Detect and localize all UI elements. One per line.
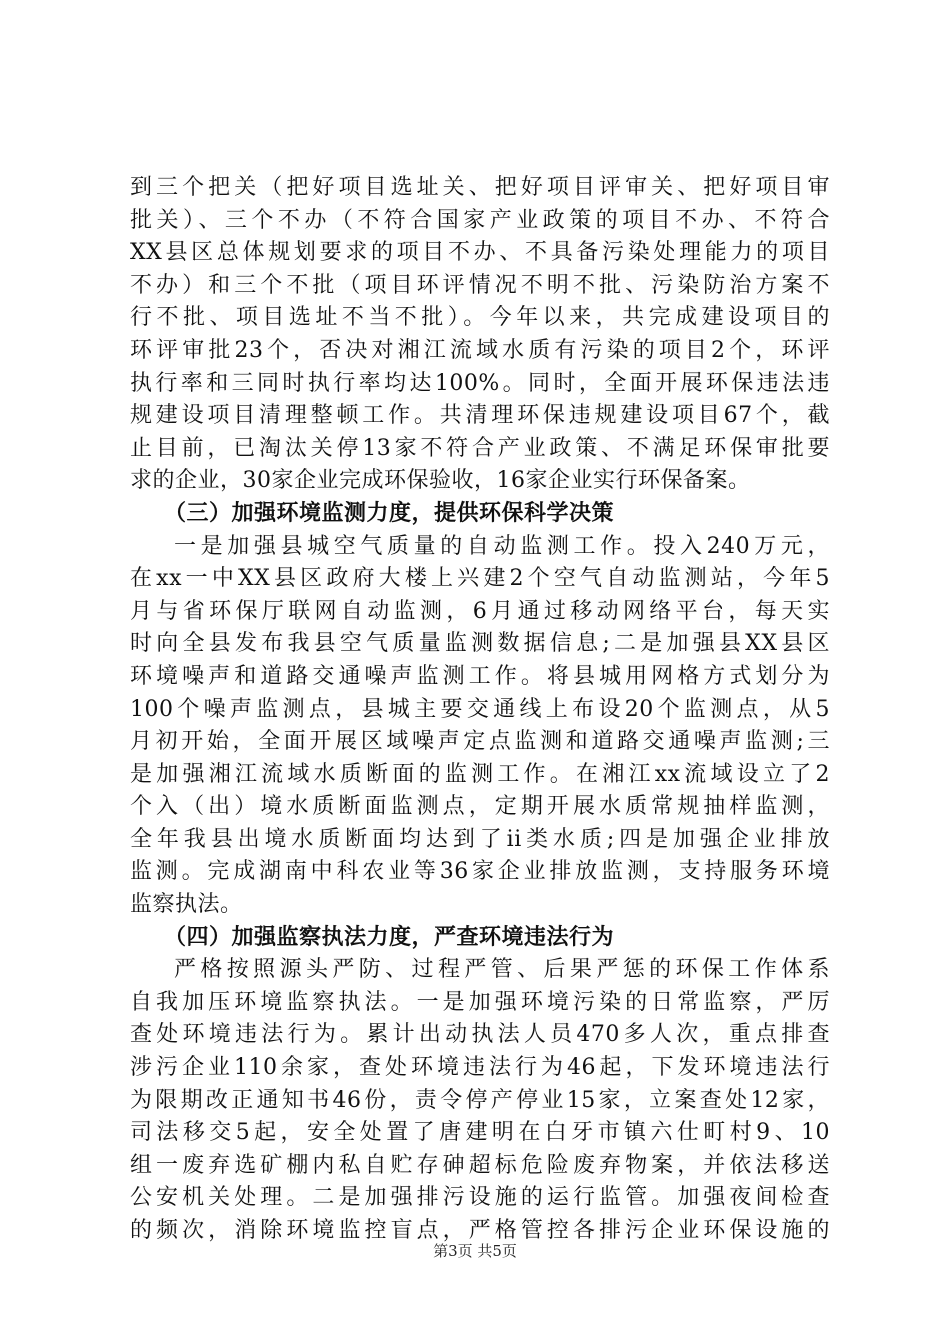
text-line: 组一废弃选矿棚内私自贮存砷超标危险废弃物案，并依法移送 [130, 1152, 830, 1178]
text-line: 涉污企业110余家，查处环境违法行为46起，下发环境违法行 [130, 1055, 830, 1081]
text-line: 环境噪声和道路交通噪声监测工作。将县城用网格方式划分为 [130, 663, 830, 689]
text-line: 时向全县发布我县空气质量监测数据信息;二是加强县XX县区 [130, 631, 830, 657]
document-body [130, 172, 830, 1248]
section-heading: （三）加强环境监测力度，提供环保科学决策 [164, 500, 615, 526]
text-line: 查处环境违法行为。累计出动执法人员470多人次，重点排查 [130, 1022, 830, 1048]
text-line: 监测。完成湖南中科农业等36家企业排放监测，支持服务环境 [130, 859, 830, 885]
text-line: 一是加强县城空气质量的自动监测工作。投入240万元， [174, 533, 830, 559]
text-line: 不办）和三个不批（项目环评情况不明不批、污染防治方案不 [130, 272, 830, 298]
text-line: 行不批、项目选址不当不批）。今年以来，共完成建设项目的 [130, 305, 830, 331]
text-line: 环评审批23个，否决对湘江流域水质有污染的项目2个，环评 [130, 337, 830, 363]
text-line: 批关）、三个不办（不符合国家产业政策的项目不办、不符合 [130, 207, 830, 233]
text-line: 自我加压环境监察执法。一是加强环境污染的日常监察，严厉 [130, 989, 830, 1015]
text-line: 在xx一中XX县区政府大楼上兴建2个空气自动监测站，今年5 [130, 566, 830, 592]
text-line: 个入（出）境水质断面监测点，定期开展水质常规抽样监测， [130, 794, 830, 820]
text-line: 监察执法。 [130, 892, 243, 918]
text-line: 止目前，已淘汰关停13家不符合产业政策、不满足环保审批要 [130, 435, 830, 461]
text-line: 规建设项目清理整顿工作。共清理环保违规建设项目67个，截 [130, 403, 830, 429]
text-line: 全年我县出境水质断面均达到了ii类水质;四是加强企业排放 [130, 826, 830, 852]
text-line: 月初开始，全面开展区域噪声定点监测和道路交通噪声监测;三 [130, 729, 830, 755]
text-line: 的频次，消除环境监控盲点，严格管控各排污企业环保设施的 [130, 1218, 830, 1243]
text-line: 到三个把关（把好项目选址关、把好项目评审关、把好项目审 [130, 175, 830, 200]
text-line: 严格按照源头严防、过程严管、后果严惩的环保工作体系 [174, 957, 830, 983]
section-heading: （四）加强监察执法力度，严查环境违法行为 [164, 924, 615, 950]
text-line: 公安机关处理。二是加强排污设施的运行监管。加强夜间检查 [130, 1185, 830, 1211]
text-line: 是加强湘江流域水质断面的监测工作。在湘江xx流域设立了2 [130, 761, 830, 787]
text-line: 执行率和三同时执行率均达100%。同时，全面开展环保违法违 [130, 370, 830, 396]
text-line: XX县区总体规划要求的项目不办、不具备污染处理能力的项目 [130, 240, 830, 266]
text-line: 月与省环保厅联网自动监测，6月通过移动网络平台，每天实 [130, 598, 830, 624]
text-line: 求的企业，30家企业完成环保验收，16家企业实行环保备案。 [130, 468, 751, 494]
text-line: 100个噪声监测点，县城主要交通线上布设20个监测点，从5 [130, 696, 830, 722]
text-line: 司法移交5起，安全处置了唐建明在白牙市镇六仕町村9、10 [130, 1120, 830, 1146]
page-footer: 第3页 共5页 [433, 1242, 517, 1260]
text-line: 为限期改正通知书46份，责令停产停业15家，立案查处12家， [130, 1087, 830, 1113]
